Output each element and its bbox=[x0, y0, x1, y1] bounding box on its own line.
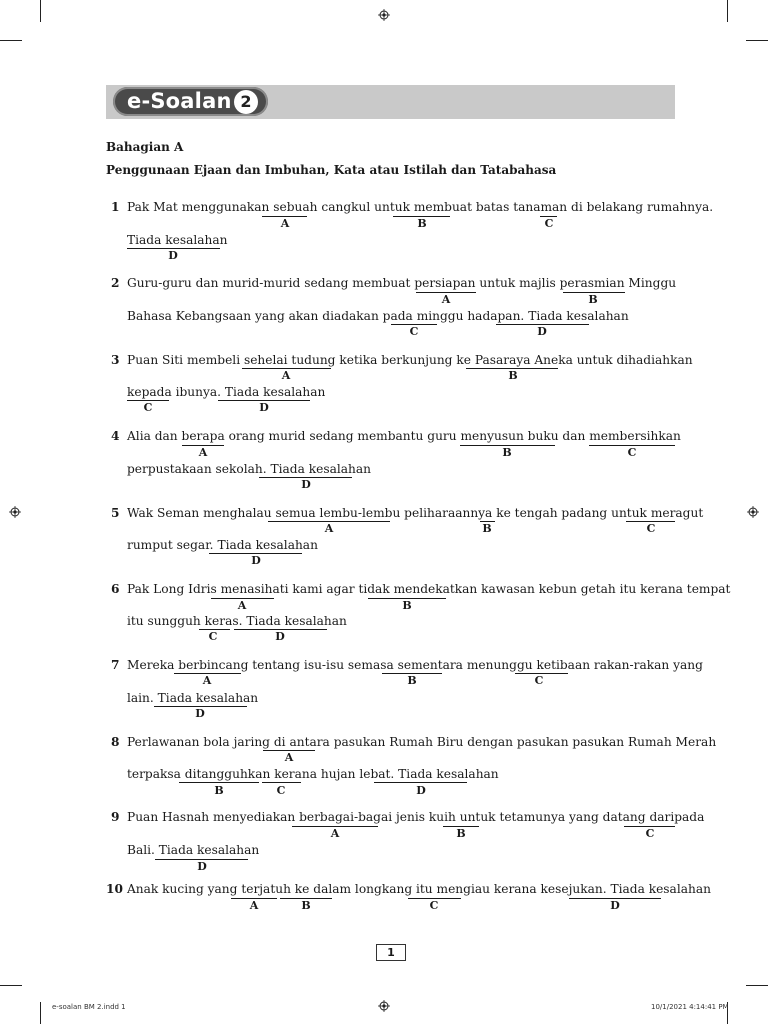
option-a-label: A bbox=[324, 522, 334, 535]
question-number: 4 bbox=[111, 429, 120, 443]
option-c-label: C bbox=[646, 522, 656, 535]
option-d-text: Tiada kesalahan bbox=[246, 614, 347, 628]
option-a-text: sebuah bbox=[273, 200, 318, 214]
option-d-text: Tiada kesalahan bbox=[528, 309, 629, 323]
question-6-line-2: itu sungguh keras. Tiada kesalahan bbox=[127, 614, 347, 628]
crop-mark bbox=[0, 985, 22, 986]
option-a-text: terjatuh bbox=[241, 882, 291, 896]
option-a-label: A bbox=[280, 217, 290, 230]
option-d-label: D bbox=[168, 249, 178, 262]
option-d-label: D bbox=[275, 630, 285, 643]
crop-mark bbox=[746, 985, 768, 986]
question-1-line-1: Pak Mat menggunakan sebuah cangkul untuk membuat batas tanaman di belakang rumahnya. bbox=[127, 200, 714, 214]
option-d-label: D bbox=[195, 707, 205, 720]
option-a-text: berapa bbox=[181, 429, 225, 443]
underline-d bbox=[374, 782, 467, 783]
question-6-line-1: Pak Long Idris menasihati kami agar tidak mendekatkan kawasan kebun getah itu kerana tempat bbox=[127, 582, 731, 596]
crop-mark bbox=[727, 0, 728, 22]
option-b-label: B bbox=[214, 784, 224, 797]
question-number: 10 bbox=[106, 882, 123, 896]
option-c-label: C bbox=[143, 401, 153, 414]
option-a-text: di antara bbox=[273, 735, 330, 749]
page-title: e-Soalan bbox=[127, 89, 232, 113]
underline-b bbox=[179, 782, 259, 783]
option-a-label: A bbox=[237, 599, 247, 612]
crop-mark bbox=[746, 40, 768, 41]
option-c-text: minggu bbox=[416, 309, 464, 323]
option-b-label: B bbox=[402, 599, 412, 612]
option-c-label: C bbox=[409, 325, 419, 338]
option-c-label: C bbox=[534, 674, 544, 687]
option-b-label: B bbox=[407, 674, 417, 687]
question-2-line-1: Guru-guru dan murid-murid sedang membuat persiapan untuk majlis perasmian Minggu bbox=[127, 276, 677, 290]
option-b-text: mendekatkan bbox=[393, 582, 478, 596]
option-c-label: C bbox=[544, 217, 554, 230]
option-d-label: D bbox=[537, 325, 547, 338]
option-b-text: ditangguhkan bbox=[184, 767, 271, 781]
option-d-label: D bbox=[416, 784, 426, 797]
option-a-label: A bbox=[281, 369, 291, 382]
footer-date: 10/1/2021 4:14:41 PM bbox=[651, 1003, 729, 1011]
option-c-text: membersihkan bbox=[589, 429, 681, 443]
option-c-text: meragut bbox=[650, 506, 704, 520]
option-a-label: A bbox=[441, 293, 451, 306]
option-c-text: kerana bbox=[274, 767, 317, 781]
registration-mark-icon bbox=[9, 506, 21, 518]
option-c-label: C bbox=[276, 784, 286, 797]
option-c-text: mengiau bbox=[436, 882, 490, 896]
option-c-label: C bbox=[429, 899, 439, 912]
option-c-label: C bbox=[208, 630, 218, 643]
question-number: 8 bbox=[111, 735, 120, 749]
option-c-text: daripada bbox=[649, 810, 705, 824]
section-part: Bahagian A bbox=[106, 140, 184, 154]
question-7-line-1: Mereka berbincang tentang isu-isu semasa sementara menunggu ketibaan rakan-rakan yang bbox=[127, 658, 703, 672]
option-c-label: C bbox=[627, 446, 637, 459]
question-7-line-2: lain. Tiada kesalahan bbox=[127, 691, 259, 705]
option-a-text: sehelai tudung bbox=[243, 353, 336, 367]
option-b-text: Pasaraya Aneka bbox=[474, 353, 573, 367]
option-d-label: D bbox=[301, 478, 311, 491]
option-a-text: berbagai-bagai bbox=[299, 810, 393, 824]
option-b-label: B bbox=[456, 827, 466, 840]
option-b-text: untuk bbox=[459, 810, 496, 824]
option-b-text: menyusun buku bbox=[460, 429, 559, 443]
option-b-text: perasmian bbox=[559, 276, 625, 290]
question-9-line-1: Puan Hasnah menyediakan berbagai-bagai jenis kuih untuk tetamunya yang datang daripada bbox=[127, 810, 705, 824]
question-2-line-2: Bahasa Kebangsaan yang akan diadakan pada minggu hadapan. Tiada kesalahan bbox=[127, 309, 629, 323]
registration-mark-icon bbox=[747, 506, 759, 518]
option-b-label: B bbox=[502, 446, 512, 459]
option-d-label: D bbox=[197, 860, 207, 873]
option-c-text: di bbox=[571, 200, 583, 214]
question-number: 2 bbox=[111, 276, 120, 290]
question-number: 6 bbox=[111, 582, 120, 596]
option-b-text: ke dalam bbox=[294, 882, 352, 896]
option-b-label: B bbox=[588, 293, 598, 306]
option-d-label: D bbox=[259, 401, 269, 414]
option-a-text: semua lembu-lembu bbox=[275, 506, 401, 520]
option-c-text: keras bbox=[204, 614, 239, 628]
question-10-line-1: Anak kucing yang terjatuh ke dalam longkang itu mengiau kerana kesejukan. Tiada kesalahan bbox=[127, 882, 711, 896]
option-a-label: A bbox=[249, 899, 259, 912]
option-b-text: sementara bbox=[397, 658, 463, 672]
registration-mark-icon bbox=[378, 1000, 390, 1012]
question-1-line-2 bbox=[127, 232, 227, 248]
option-d-text: Tiada kesalahan bbox=[270, 462, 371, 476]
option-b-label: B bbox=[417, 217, 427, 230]
question-8-line-2: terpaksa ditangguhkan kerana hujan lebat. Tiada kesalahan bbox=[127, 767, 499, 781]
option-d-text: Tiada kesalahan bbox=[127, 233, 228, 247]
question-4-line-2: perpustakaan sekolah. Tiada kesalahan bbox=[127, 462, 371, 476]
underline-c bbox=[262, 782, 301, 783]
option-a-text: menasihati bbox=[220, 582, 289, 596]
section-subtitle: Penggunaan Ejaan dan Imbuhan, Kata atau Istilah dan Tatabahasa bbox=[106, 163, 557, 177]
option-a-label: A bbox=[198, 446, 208, 459]
option-b-text: membuat bbox=[413, 200, 472, 214]
option-d-text: Tiada kesalahan bbox=[217, 538, 318, 552]
option-d-text: Tiada kesalahan bbox=[158, 843, 260, 857]
option-d-text: Tiada kesalahan bbox=[610, 882, 711, 896]
option-a-label: A bbox=[202, 674, 212, 687]
option-c-text: kepada bbox=[127, 385, 172, 399]
question-number: 3 bbox=[111, 353, 120, 367]
option-d-text: Tiada kesalahan bbox=[157, 691, 259, 705]
crop-mark bbox=[40, 0, 41, 22]
option-a-label: A bbox=[330, 827, 340, 840]
question-number: 5 bbox=[111, 506, 120, 520]
option-c-label: C bbox=[645, 827, 655, 840]
crop-mark bbox=[40, 1002, 41, 1024]
option-b-label: B bbox=[301, 899, 311, 912]
option-d-text: Tiada kesalahan bbox=[398, 767, 499, 781]
question-4-line-1: Alia dan berapa orang murid sedang membantu guru menyusun buku dan membersihkan bbox=[127, 429, 681, 443]
question-5-line-1: Wak Seman menghalau semua lembu-lembu peliharaannya ke tengah padang untuk meragut bbox=[127, 506, 704, 520]
question-number: 1 bbox=[111, 200, 120, 214]
page-number: 1 bbox=[376, 944, 406, 961]
option-d-label: D bbox=[251, 554, 261, 567]
registration-mark-icon bbox=[378, 9, 390, 21]
option-d-label: D bbox=[610, 899, 620, 912]
question-number: 7 bbox=[111, 658, 120, 672]
option-b-label: B bbox=[508, 369, 518, 382]
option-b-text: ke bbox=[496, 506, 511, 520]
option-c-text: ketibaan bbox=[536, 658, 591, 672]
question-3-line-2: kepada ibunya. Tiada kesalahan bbox=[127, 385, 326, 399]
question-number: 9 bbox=[111, 810, 120, 824]
set-number-badge: 2 bbox=[234, 90, 258, 114]
footer-filename: e-soalan BM 2.indd 1 bbox=[52, 1003, 126, 1011]
option-a-label: A bbox=[284, 751, 294, 764]
option-a-text: persiapan bbox=[414, 276, 476, 290]
question-8-line-1: Perlawanan bola jaring di antara pasukan Rumah Biru dengan pasukan pasukan Rumah Merah bbox=[127, 735, 717, 749]
question-5-line-2: rumput segar. Tiada kesalahan bbox=[127, 538, 318, 552]
option-d-text: Tiada kesalahan bbox=[224, 385, 326, 399]
option-b-label: B bbox=[482, 522, 492, 535]
question-9-line-2: Bali. Tiada kesalahan bbox=[127, 843, 260, 857]
question-3-line-1: Puan Siti membeli sehelai tudung ketika berkunjung ke Pasaraya Aneka untuk dihadiahkan bbox=[127, 353, 693, 367]
crop-mark bbox=[0, 40, 22, 41]
option-a-text: berbincang bbox=[178, 658, 249, 672]
